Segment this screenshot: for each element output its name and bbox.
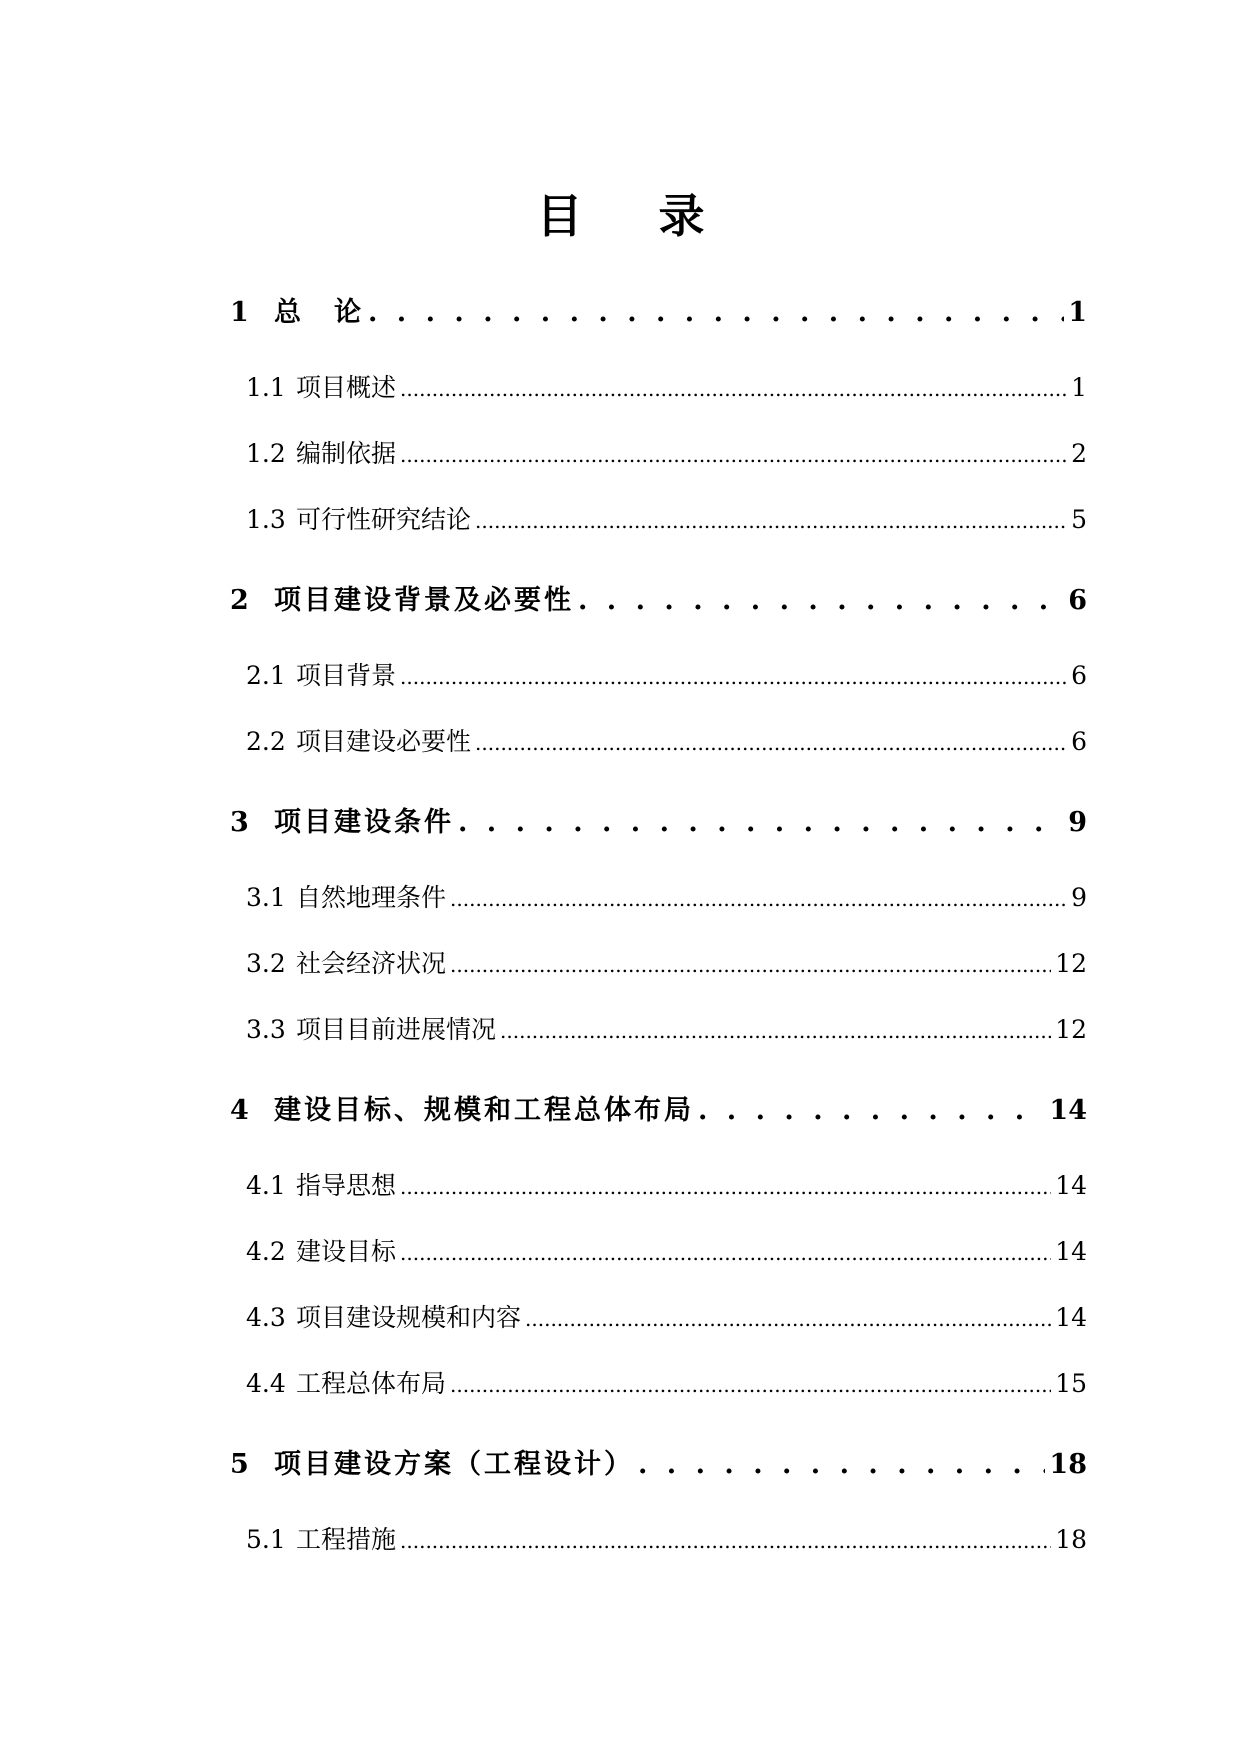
toc-label: 项目建设规模和内容 (296, 1303, 522, 1332)
toc-page-number: 9 (1071, 883, 1087, 912)
leader-dots (368, 297, 1064, 328)
toc-label: 建设目标 (296, 1237, 397, 1266)
toc-label: 总 论 (274, 297, 364, 328)
toc-page-number: 1 (1068, 297, 1087, 328)
toc-label: 项目建设背景及必要性 (274, 585, 574, 616)
toc-number: 5.1 (246, 1525, 286, 1554)
toc-page-number: 1 (1071, 373, 1087, 402)
toc-section-4-4[interactable] (246, 1364, 1087, 1400)
toc-label: 自然地理条件 (296, 883, 447, 912)
toc-number: 5 (230, 1449, 249, 1480)
toc-page-number: 14 (1055, 1237, 1087, 1266)
toc-chapter-1[interactable] (230, 290, 1087, 329)
toc-label: 工程措施 (296, 1525, 397, 1554)
toc-number: 2.1 (246, 661, 286, 690)
toc-number: 1.3 (246, 505, 286, 534)
toc-page-number: 6 (1068, 585, 1087, 616)
toc-page-number: 18 (1055, 1525, 1087, 1554)
toc-number: 4 (230, 1095, 249, 1126)
leader-dots (400, 1241, 1051, 1265)
leader-dots (458, 807, 1064, 838)
toc-page-number: 9 (1068, 807, 1087, 838)
toc-page-number: 14 (1055, 1303, 1087, 1332)
toc-label: 项目目前进展情况 (296, 1015, 497, 1044)
toc-number: 1 (230, 297, 249, 328)
toc-section-4-2[interactable] (246, 1232, 1087, 1268)
leader-dots (500, 1019, 1051, 1043)
toc-number: 4.1 (246, 1171, 286, 1200)
toc-section-1-1[interactable] (246, 368, 1087, 404)
leader-dots (400, 443, 1067, 467)
toc-section-2-1[interactable] (246, 656, 1087, 692)
toc-section-2-2[interactable] (246, 722, 1087, 758)
toc-number: 2.2 (246, 727, 286, 756)
toc-section-3-1[interactable] (246, 878, 1087, 914)
toc-chapter-4[interactable] (230, 1088, 1087, 1127)
toc-section-1-2[interactable] (246, 434, 1087, 470)
toc-number: 1.2 (246, 439, 286, 468)
toc-number: 3.1 (246, 883, 286, 912)
toc-label: 项目建设必要性 (296, 727, 472, 756)
leader-dots (400, 665, 1067, 689)
toc-label: 项目背景 (296, 661, 397, 690)
toc-number: 4.2 (246, 1237, 286, 1266)
leader-dots (450, 953, 1051, 977)
toc-number: 4.4 (246, 1369, 286, 1398)
toc-page-number: 18 (1049, 1449, 1087, 1480)
leader-dots (638, 1449, 1045, 1480)
toc-section-4-1[interactable] (246, 1166, 1087, 1202)
leader-dots (475, 731, 1067, 755)
toc-number: 3.2 (246, 949, 286, 978)
toc-page-number: 2 (1071, 439, 1087, 468)
leader-dots (400, 377, 1067, 401)
toc-number: 3.3 (246, 1015, 286, 1044)
leader-dots (450, 887, 1067, 911)
leader-dots (475, 509, 1067, 533)
toc-page-number: 12 (1055, 1015, 1087, 1044)
toc-label: 指导思想 (296, 1171, 397, 1200)
leader-dots (450, 1373, 1051, 1397)
toc-label: 项目建设方案（工程设计） (274, 1449, 634, 1480)
toc-page-number: 6 (1071, 661, 1087, 690)
toc-section-3-3[interactable] (246, 1010, 1087, 1046)
toc-chapter-5[interactable] (230, 1442, 1087, 1481)
leader-dots (400, 1175, 1051, 1199)
toc-page-number: 12 (1055, 949, 1087, 978)
toc-label: 建设目标、规模和工程总体布局 (274, 1095, 694, 1126)
toc-label: 社会经济状况 (296, 949, 447, 978)
toc-number: 4.3 (246, 1303, 286, 1332)
toc-label: 项目建设条件 (274, 807, 454, 838)
toc-label: 工程总体布局 (296, 1369, 447, 1398)
leader-dots (400, 1529, 1051, 1553)
toc-label: 项目概述 (296, 373, 397, 402)
page-title: 目 录 (536, 189, 735, 243)
toc-section-1-3[interactable] (246, 500, 1087, 536)
toc-section-5-1[interactable] (246, 1520, 1087, 1556)
toc-section-4-3[interactable] (246, 1298, 1087, 1334)
toc-number: 1.1 (246, 373, 286, 402)
toc-page-number: 15 (1055, 1369, 1087, 1398)
toc-section-3-2[interactable] (246, 944, 1087, 980)
toc-page-number: 6 (1071, 727, 1087, 756)
toc-number: 2 (230, 585, 249, 616)
leader-dots (698, 1095, 1045, 1126)
toc-chapter-2[interactable] (230, 578, 1087, 617)
toc-number: 3 (230, 807, 249, 838)
toc-page-number: 14 (1055, 1171, 1087, 1200)
leader-dots (578, 585, 1064, 616)
toc-page-number: 14 (1049, 1095, 1087, 1126)
toc-label: 编制依据 (296, 439, 397, 468)
toc-page-number: 5 (1071, 505, 1087, 534)
toc-label: 可行性研究结论 (296, 505, 472, 534)
leader-dots (525, 1307, 1051, 1331)
toc-chapter-3[interactable] (230, 800, 1087, 839)
